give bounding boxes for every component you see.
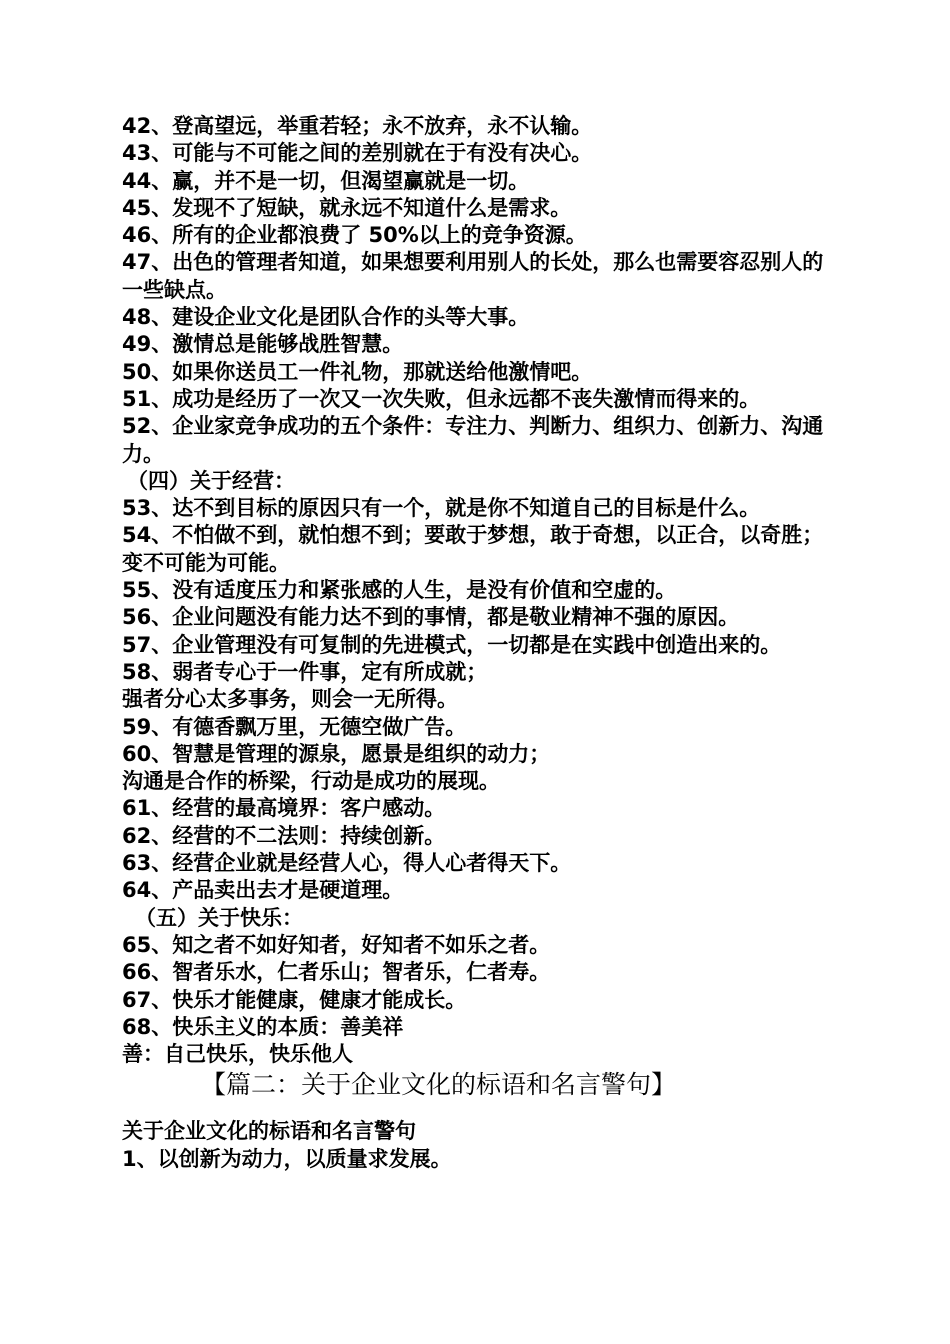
- quote-52: 52、企业家竞争成功的五个条件：专注力、判断力、组织力、创新力、沟通力。: [122, 414, 824, 466]
- quote-55: 55、没有适度压力和紧张感的人生，是没有价值和空虚的。: [122, 578, 677, 603]
- quote-57: 57、企业管理没有可复制的先进模式，一切都是在实践中创造出来的。: [122, 632, 782, 657]
- quote-45: 45、发现不了短缺，就永远不知道什么是需求。: [122, 195, 572, 220]
- quote-61: 61、经营的最高境界：客户感动。: [122, 796, 446, 821]
- quote-60a: 60、智慧是管理的源泉，愿景是组织的动力；: [122, 741, 551, 766]
- section-heading-business: （四）关于经营：: [127, 468, 295, 493]
- chapter-title: 【篇二：关于企业文化的标语和名言警句】: [201, 1070, 677, 1100]
- quote-65: 65、知之者不如好知者，好知者不如乐之者。: [122, 932, 551, 957]
- document-body: [117, 113, 832, 1173]
- quote-54: 54、不怕做不到，就怕想不到；要敢于梦想，敢于奇想，以正合，以奇胜；变不可能为可能。: [122, 523, 824, 575]
- quote-59: 59、有德香飘万里，无德空做广告。: [122, 714, 467, 739]
- quote-68b: 善：自己快乐，快乐他人: [122, 1042, 353, 1067]
- quote-51: 51、成功是经历了一次又一次失败，但永远都不丧失激情而得来的。: [122, 386, 761, 411]
- section-heading-happiness: （五）关于快乐：: [135, 905, 303, 930]
- quote-49: 49、激情总是能够战胜智慧。: [122, 332, 404, 357]
- quote-47: 47、出色的管理者知道，如果想要利用别人的长处，那么也需要容忍别人的一些缺点。: [122, 250, 824, 302]
- quote-58a: 58、弱者专心于一件事，定有所成就；: [122, 659, 488, 684]
- quote-63: 63、经营企业就是经营人心，得人心者得天下。: [122, 851, 572, 876]
- quote-68: 68、快乐主义的本质：善美祥: [122, 1014, 404, 1039]
- quote-48: 48、建设企业文化是团队合作的头等大事。: [122, 305, 530, 330]
- quote-64: 64、产品卖出去才是硬道理。: [122, 878, 404, 903]
- chapter-subtitle: 关于企业文化的标语和名言警句: [122, 1119, 416, 1144]
- quote-53: 53、达不到目标的原因只有一个，就是你不知道自己的目标是什么。: [122, 496, 761, 521]
- quote-43: 43、可能与不可能之间的差别就在于有没有决心。: [122, 141, 593, 166]
- quote-44: 44、赢，并不是一切，但渴望赢就是一切。: [122, 168, 530, 193]
- quote-46: 46、所有的企业都浪费了 50%以上的竞争资源。: [122, 223, 587, 248]
- quote-50: 50、如果你送员工一件礼物，那就送给他激情吧。: [122, 359, 593, 384]
- slogan-1: 1、以创新为动力，以质量求发展。: [122, 1146, 452, 1171]
- quote-67: 67、快乐才能健康，健康才能成长。: [122, 987, 467, 1012]
- quote-60b: 沟通是合作的桥梁，行动是成功的展现。: [122, 769, 500, 794]
- quote-42: 42、登高望远，举重若轻；永不放弃，永不认输。: [122, 114, 593, 138]
- quote-66: 66、智者乐水，仁者乐山；智者乐，仁者寿。: [122, 960, 551, 985]
- quote-58b: 强者分心太多事务，则会一无所得。: [122, 687, 458, 712]
- quote-62: 62、经营的不二法则：持续创新。: [122, 823, 446, 848]
- quote-56: 56、企业问题没有能力达不到的事情，都是敬业精神不强的原因。: [122, 605, 740, 630]
